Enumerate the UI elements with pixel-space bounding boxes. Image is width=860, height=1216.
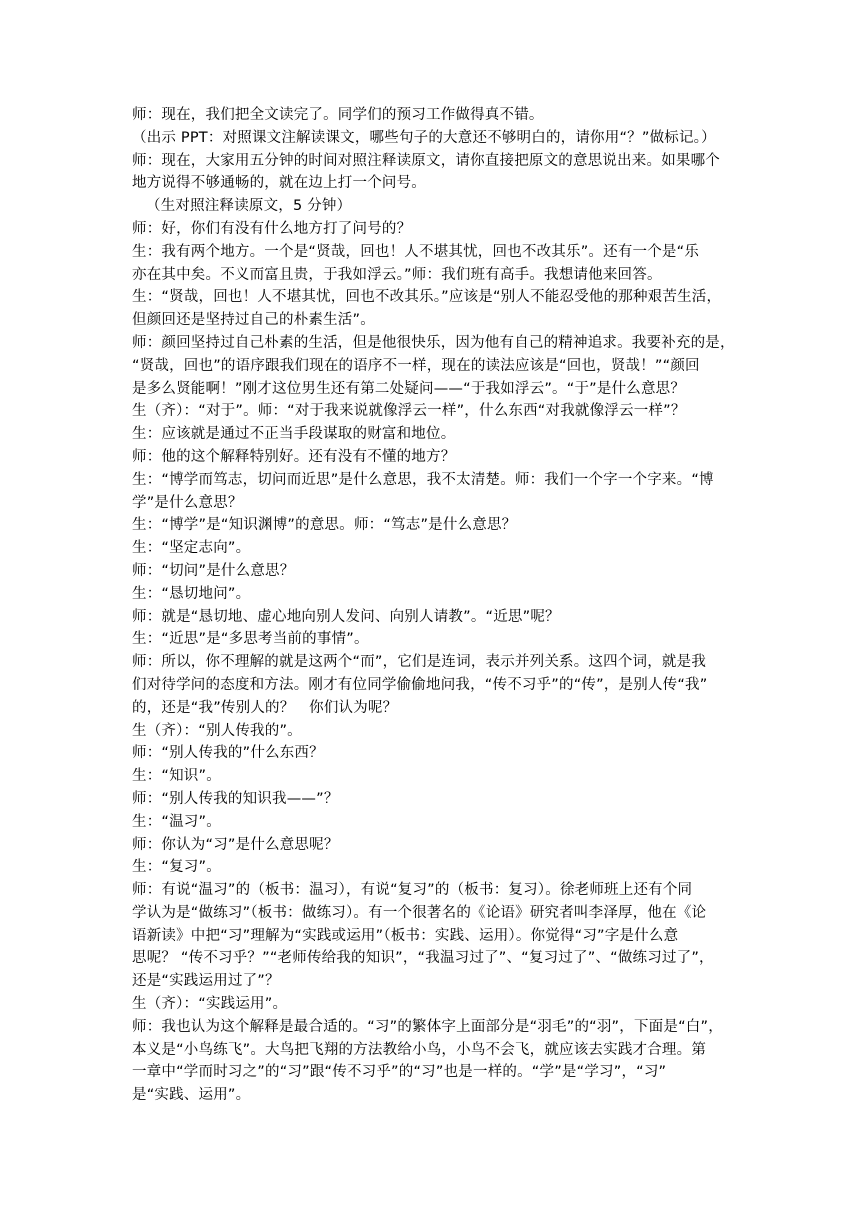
text-line: 生（齐）：“别人传我的”。 (132, 722, 302, 739)
text-line: 生：“知识”。 (132, 768, 221, 785)
text-line: 师：现在，我们把全文读完了。同学们的预习工作做得真不错。 (132, 107, 544, 123)
text-line: （生对照注释读原文，5 分钟） (146, 198, 352, 215)
text-line: “贤哉，回也”的语序跟我们现在的语序不一样，现在的读法应该是“回也，贤哉！”“颜回 (132, 357, 700, 374)
text-line: 学”是什么意思？ (132, 494, 243, 511)
text-line: 生（齐）：“实践运用”。 (132, 996, 288, 1013)
text-line: 地方说得不够通畅的，就在边上打一个问号。 (132, 175, 426, 192)
text-line: 师：好，你们有没有什么地方打了问号的？ (132, 220, 412, 237)
text-line: 学认为是“做练习”（板书：做练习）。有一个很著名的《论语》研究者叫李泽厚，他在《论 (132, 904, 707, 921)
text-line: 但颜回还是坚持过自己的朴素生活”。 (132, 312, 375, 329)
text-line: 生：“温习”。 (132, 813, 221, 830)
text-line: 师：所以，你不理解的就是这两个“而”，它们是连词，表示并列关系。这四个词，就是我 (132, 654, 707, 671)
text-line: 师：“别人传我的”什么东西？ (132, 745, 324, 762)
text-line: 语新读》中把“习”理解为“实践或运用”（板书：实践、运用）。你觉得“习”字是什么意 (132, 927, 679, 944)
text-line: 一章中“学而时习之”的“习”跟“传不习乎”的“习”也是一样的。“学”是“学习”，“习” (132, 1064, 667, 1081)
text-line: 师：你认为“习”是什么意思呢？ (132, 836, 339, 853)
text-line: 还是“实践运用过了”？ (132, 973, 280, 990)
text-line: 生：“坚定志向”。 (132, 540, 251, 557)
text-line: 是“实践、运用”。 (132, 1087, 251, 1104)
text-line: 生：“博学”是“知识渊博”的意思。师：“笃志”是什么意思？ (132, 517, 517, 534)
text-line: 的，还是“我”传别人的？ 你们认为呢？ (132, 699, 398, 716)
text-line: 生：应该就是通过不正当手段谋取的财富和地位。 (132, 426, 456, 443)
text-line: 师：我也认为这个解释是最合适的。“习”的繁体字上面部分是“羽毛”的“羽”，下面是“白”， (132, 1018, 723, 1035)
text-line: 本义是“小鸟练飞”。大鸟把飞翔的方法教给小鸟，小鸟不会飞，就应该去实践才合理。第 (132, 1041, 707, 1058)
text-line: 生：我有两个地方。一个是“贤哉，回也！人不堪其忧，回也不改其乐”。还有一个是“乐 (132, 243, 700, 260)
document-page (132, 104, 735, 1107)
text-line: 思呢？ “传不习乎？”“老师传给我的知识”，“我温习过了”、“复习过了”、“做练习过了”， (132, 950, 714, 967)
text-line: 生：“贤哉，回也！人不堪其忧，回也不改其乐。”应该是“别人不能忍受他的那种艰苦生活， (132, 289, 722, 306)
text-line: 师：现在，大家用五分钟的时间对照注释读原文，请你直接把原文的意思说出来。如果哪个 (132, 152, 720, 169)
text-line: 师：“切问”是什么意思？ (132, 562, 295, 579)
text-line: 生：“博学而笃志，切问而近思”是什么意思，我不太清楚。师：我们一个字一个字来。“博 (132, 471, 714, 488)
text-line: 生：“恳切地问”。 (132, 585, 251, 602)
text-line: 师：“别人传我的知识我——”？ (132, 790, 339, 807)
text-line: 师：颜回坚持过自己朴素的生活，但是他很快乐，因为他有自己的精神追求。我要补充的是， (132, 334, 735, 351)
text-line: （出示 PPT：对照课文注解读课文，哪些句子的大意还不够明白的，请你用“？”做标记。） (132, 129, 716, 146)
text-line: 师：就是“恳切地、虚心地向别人发问、向别人请教”。“近思”呢？ (132, 608, 560, 625)
text-line: 师：有说“温习”的（板书：温习），有说“复习”的（板书：复习）。徐老师班上还有个同 (132, 882, 693, 899)
text-line: 是多么贤能啊！”刚才这位男生还有第二处疑问——“于我如浮云”。“于”是什么意思？ (132, 380, 686, 397)
text-line: 生（齐）：“对于”。师：“对于我来说就像浮云一样”，什么东西“对我就像浮云一样”？ (132, 403, 686, 420)
text-line: 亦在其中矣。不义而富且贵，于我如浮云。”师：我们班有高手。我想请他来回答。 (132, 266, 662, 283)
text-line: 师：他的这个解释特别好。还有没有不懂的地方？ (132, 448, 456, 465)
text-line: 们对待学问的态度和方法。刚才有位同学偷偷地问我，“传不习乎”的“传”，是别人传“我” (132, 676, 708, 693)
text-line: 生：“复习”。 (132, 859, 221, 876)
text-line: 生：“近思”是“多思考当前的事情”。 (132, 631, 369, 648)
